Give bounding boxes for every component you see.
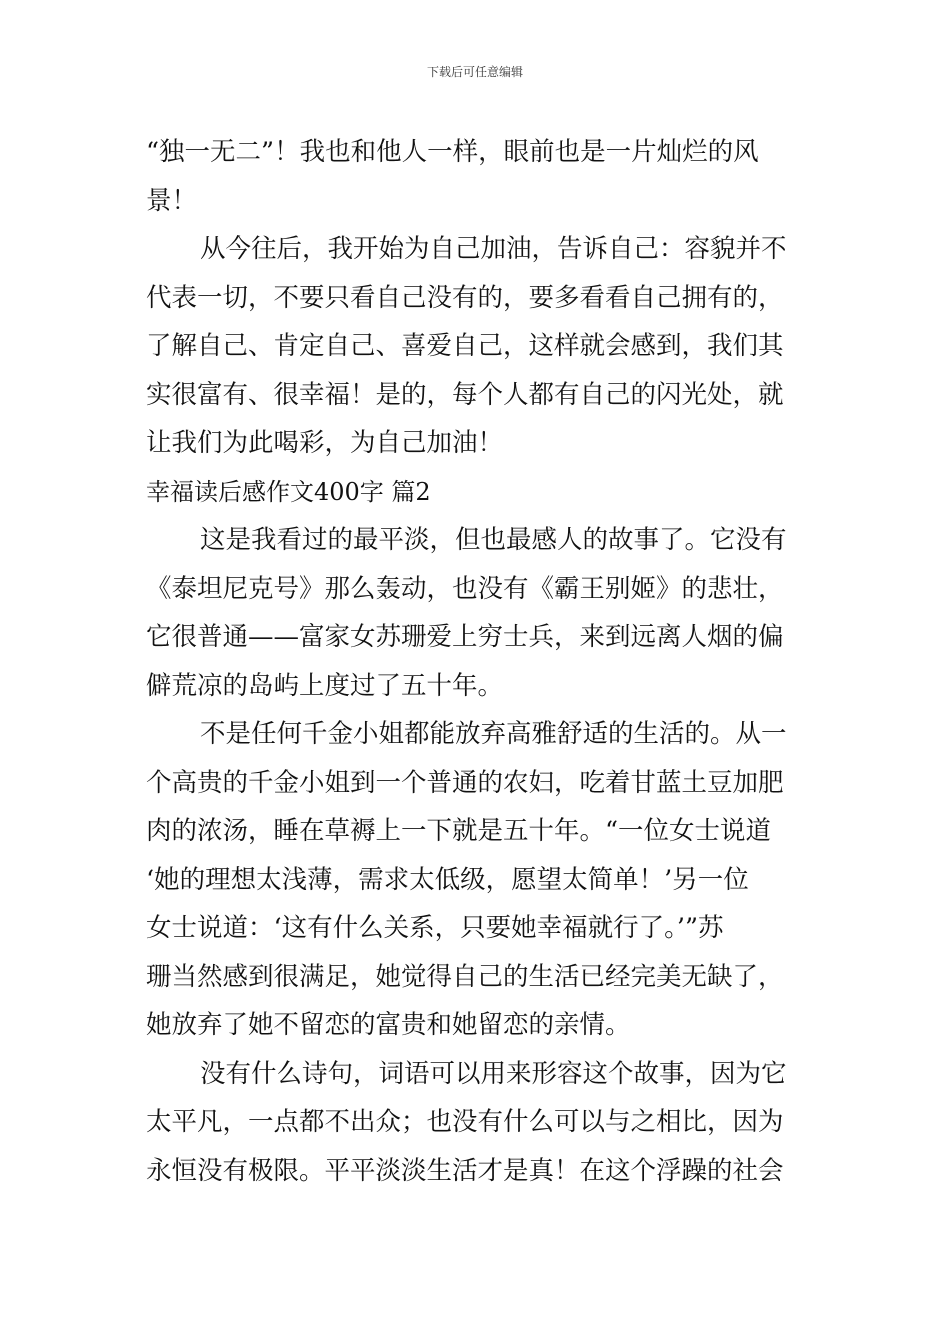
text-line: 僻荒凉的岛屿上度过了五十年。 — [146, 670, 504, 701]
text-line: ‘她的理想太浅薄，需求太低级，愿望太简单！’另一位 — [146, 864, 749, 895]
text-line: 女士说道：‘这有什么关系，只要她幸福就行了。’”苏 — [146, 913, 724, 943]
text-line: 永恒没有极限。平平淡淡生活才是真！在这个浮躁的社会 — [146, 1155, 784, 1186]
document-body — [146, 128, 806, 1195]
text-line: 肉的浓汤，睡在草褥上一下就是五十年。“一位女士说道 — [146, 816, 772, 846]
text-line: 珊当然感到很满足，她觉得自己的生活已经完美无缺了， — [146, 961, 784, 992]
page-header: 下载后可任意编辑 — [426, 65, 523, 79]
text-line: 不是任何千金小姐都能放弃高雅舒适的生活的。从一 — [200, 719, 787, 749]
text-line: 《泰坦尼克号》那么轰动，也没有《霸王别姬》的悲壮， — [146, 573, 784, 604]
text-line: 太平凡，一点都不出众；也没有什么可以与之相比，因为 — [146, 1107, 784, 1137]
text-line: 她放弃了她不留恋的富贵和她留恋的亲情。 — [146, 1010, 631, 1040]
text-line: 从今往后，我开始为自己加油，告诉自己：容貌并不 — [200, 234, 787, 264]
text-line: 个高贵的千金小姐到一个普通的农妇，吃着甘蓝土豆加肥 — [146, 767, 784, 798]
text-line: 它很普通——富家女苏珊爱上穷士兵，来到远离人烟的偏 — [146, 622, 784, 652]
text-line: 景！ — [146, 185, 198, 216]
text-line: 让我们为此喝彩，为自己加油！ — [146, 428, 504, 458]
text-line: 没有什么诗句，词语可以用来形容这个故事，因为它 — [200, 1058, 787, 1089]
text-line: 实很富有、很幸福！是的，每个人都有自己的闪光处，就 — [146, 379, 784, 410]
text-line: 了解自己、肯定自己、喜爱自己，这样就会感到，我们其 — [146, 331, 784, 361]
text-line: 这是我看过的最平淡，但也最感人的故事了。它没有 — [200, 525, 787, 555]
text-line: “独一无二”！我也和他人一样，眼前也是一片灿烂的风 — [146, 137, 759, 167]
section-heading: 幸福读后感作文400字 篇2 — [146, 477, 431, 506]
text-line: 代表一切，不要只看自己没有的，要多看看自己拥有的， — [146, 282, 784, 313]
